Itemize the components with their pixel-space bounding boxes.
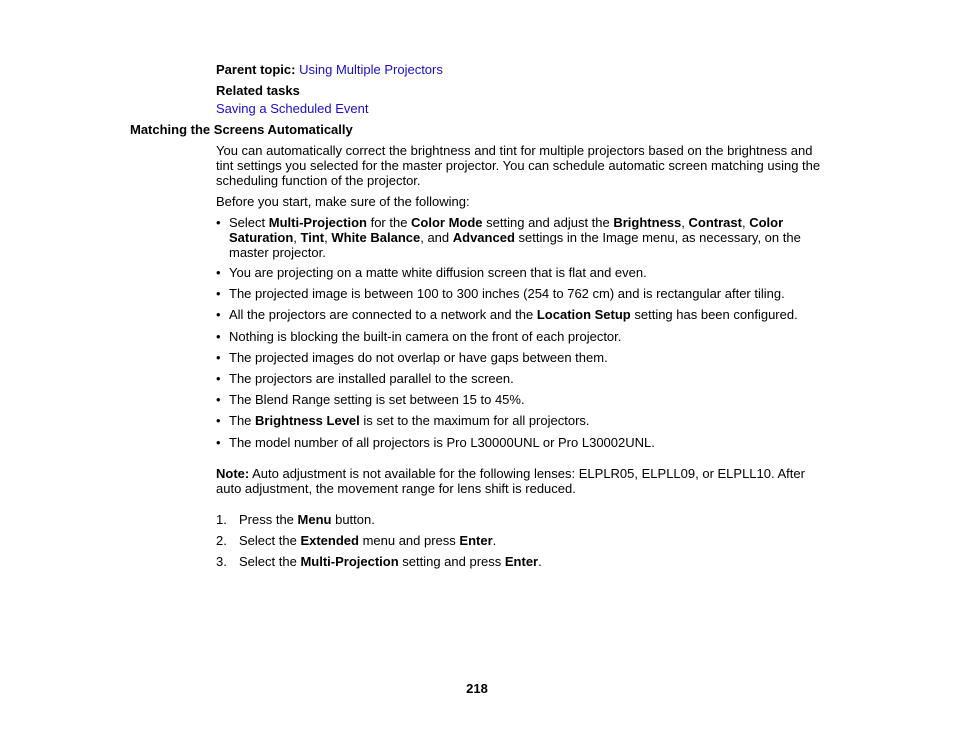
note-text: Auto adjustment is not available for the following lenses: ELPLR05, ELPLL09, or ELPLL10. After auto adjustment, the movement range for lens shift is reduced. xyxy=(216,466,805,496)
bullet-marker: • xyxy=(216,413,221,428)
bullet-marker: • xyxy=(216,392,221,407)
bullet-marker: • xyxy=(216,329,221,344)
bullet-marker: • xyxy=(216,435,221,450)
list-item-text: The projectors are installed parallel to the screen. xyxy=(229,371,514,386)
list-item-text: Select Multi-Projection for the Color Mode setting and adjust the Brightness, Contrast, Color Saturation, Tint, White Balance, and Advanced settings in the Image menu, as necessary, on the master projector. xyxy=(229,215,801,260)
bullet-marker: • xyxy=(216,350,221,365)
step-item xyxy=(216,512,375,527)
note-label: Note: xyxy=(216,466,250,481)
note-paragraph xyxy=(216,466,826,496)
step-text: Select the Multi-Projection setting and press Enter. xyxy=(239,554,542,569)
parent-topic xyxy=(216,62,443,77)
section-heading: Matching the Screens Automatically xyxy=(130,122,353,137)
list-item-text: You are projecting on a matte white diffusion screen that is flat and even. xyxy=(229,265,647,280)
list-item xyxy=(216,215,826,260)
before-you-start: Before you start, make sure of the following: xyxy=(216,194,470,209)
list-item xyxy=(216,350,826,365)
step-number: 3. xyxy=(216,554,227,569)
list-item-text: The projected image is between 100 to 300 inches (254 to 762 cm) and is rectangular after tiling. xyxy=(229,286,785,301)
list-item xyxy=(216,307,826,322)
list-item-text: All the projectors are connected to a network and the Location Setup setting has been configured. xyxy=(229,307,798,322)
related-task-link[interactable]: Saving a Scheduled Event xyxy=(216,101,369,116)
bullet-marker: • xyxy=(216,286,221,301)
list-item-text: The Blend Range setting is set between 15 to 45%. xyxy=(229,392,525,407)
parent-topic-label: Parent topic: xyxy=(216,62,296,77)
list-item xyxy=(216,392,826,407)
list-item-text: The Brightness Level is set to the maximum for all projectors. xyxy=(229,413,590,428)
bullet-marker: • xyxy=(216,307,221,322)
bullet-marker: • xyxy=(216,265,221,280)
step-text: Press the Menu button. xyxy=(239,512,375,527)
list-item xyxy=(216,286,826,301)
list-item xyxy=(216,413,826,428)
step-item xyxy=(216,554,542,569)
related-tasks-heading: Related tasks xyxy=(216,83,300,98)
step-text: Select the Extended menu and press Enter. xyxy=(239,533,497,548)
intro-paragraph: You can automatically correct the brightness and tint for multiple projectors based on the brightness and tint settings you selected for the master projector. You can schedule automatic screen matching using the scheduling function of the projector. xyxy=(216,143,821,188)
list-item-text: Nothing is blocking the built-in camera on the front of each projector. xyxy=(229,329,622,344)
list-item-text: The projected images do not overlap or have gaps between them. xyxy=(229,350,608,365)
list-item xyxy=(216,265,826,280)
step-number: 2. xyxy=(216,533,227,548)
bullet-marker: • xyxy=(216,371,221,386)
list-item-text: The model number of all projectors is Pro L30000UNL or Pro L30002UNL. xyxy=(229,435,655,450)
related-task-link-wrapper xyxy=(216,101,369,116)
page-number: 218 xyxy=(466,681,488,696)
list-item xyxy=(216,371,826,386)
parent-topic-link[interactable]: Using Multiple Projectors xyxy=(299,62,443,77)
list-item xyxy=(216,329,826,344)
list-item xyxy=(216,435,826,450)
step-item xyxy=(216,533,496,548)
step-number: 1. xyxy=(216,512,227,527)
bullet-marker: • xyxy=(216,215,221,230)
